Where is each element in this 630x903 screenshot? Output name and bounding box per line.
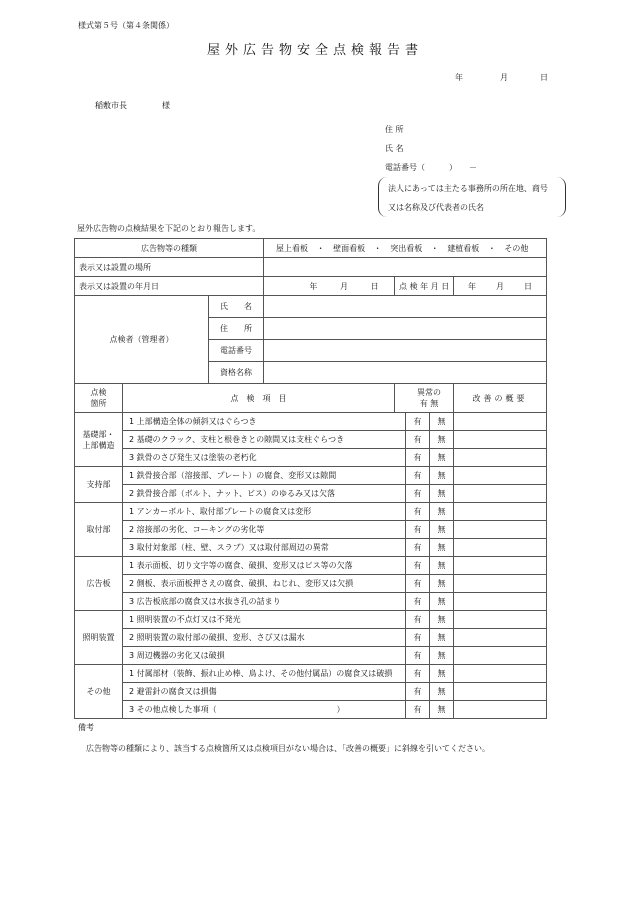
- overview-cell[interactable]: [454, 557, 547, 575]
- overview-cell[interactable]: [454, 665, 547, 683]
- inspection-row: [75, 521, 547, 539]
- section-name: [75, 503, 123, 557]
- overview-cell[interactable]: [454, 647, 547, 665]
- date-day-label: 日: [540, 73, 548, 82]
- section-name: [75, 413, 123, 467]
- type-separator: ・: [487, 243, 496, 253]
- overview-header: 改善の概要: [454, 384, 547, 413]
- installed-date-label: 表示又は設置の年月日: [75, 277, 264, 296]
- applicant-phone-label: 電話番号（ ） －: [385, 163, 477, 172]
- section-name-line1: その他: [86, 687, 111, 696]
- abnormal-header-line2: 有 無: [419, 399, 439, 408]
- type-option[interactable]: 建植看板: [447, 243, 480, 253]
- remarks-note: 広告物等の種類により、該当する点検箇所又は点検項目がない場合は、「改善の概要」に斜線を引いてください。: [86, 744, 490, 753]
- inspection-table: [74, 238, 547, 719]
- inspection-row: [75, 503, 547, 521]
- presence-no[interactable]: 無: [430, 575, 454, 593]
- day-unit: 日: [370, 281, 379, 291]
- type-option[interactable]: その他: [504, 243, 529, 253]
- inspection-item: 1 上部構造全体の傾斜又はぐらつき: [123, 413, 406, 431]
- inspector-address-value[interactable]: [264, 318, 547, 340]
- inspection-item: 1 アンカーボルト、取付部プレートの腐食又は変形: [123, 503, 406, 521]
- place-label: 表示又は設置の場所: [75, 258, 264, 277]
- inspection-item: 1 鉄骨接合部（溶接部、プレート）の腐食、変形又は隙間: [123, 467, 406, 485]
- section-name-line2: 上部構造: [82, 440, 115, 450]
- section-name: [75, 467, 123, 503]
- section-name: [75, 611, 123, 665]
- applicant-address-label: 住 所: [385, 125, 404, 134]
- day-unit: 日: [524, 281, 533, 291]
- overview-cell[interactable]: [454, 521, 547, 539]
- section-name-line1: 照明装置: [82, 633, 115, 642]
- presence-yes[interactable]: 有: [406, 683, 430, 701]
- inspection-row: [75, 557, 547, 575]
- inspection-item: 2 基礎のクラック、支柱と根巻きとの隙間又は支柱ぐらつき: [123, 431, 406, 449]
- place-value[interactable]: [264, 258, 547, 277]
- presence-no[interactable]: 無: [430, 701, 454, 719]
- inspect-date-value[interactable]: [454, 277, 547, 296]
- type-option[interactable]: 突出看板: [390, 243, 423, 253]
- inspection-row: [75, 449, 547, 467]
- inspection-item: 3 その他点検した事項（ ）: [123, 701, 406, 719]
- inspection-item: 2 照明装置の取付部の破損、変形、さび又は漏水: [123, 629, 406, 647]
- presence-no[interactable]: 無: [430, 485, 454, 503]
- type-separator: ・: [316, 243, 325, 253]
- presence-no[interactable]: 無: [430, 593, 454, 611]
- presence-no[interactable]: 無: [430, 683, 454, 701]
- inspector-label: 点検者（管理者）: [75, 296, 209, 384]
- month-unit: 月: [340, 281, 349, 291]
- type-option[interactable]: 屋上看板: [276, 243, 309, 253]
- inspection-item: 3 周辺機器の劣化又は破損: [123, 647, 406, 665]
- inspection-row: [75, 629, 547, 647]
- document-title: 屋外広告物安全点検報告書: [206, 43, 423, 58]
- place-header-line2: 箇所: [90, 399, 107, 408]
- presence-yes[interactable]: 有: [406, 701, 430, 719]
- inspection-row: [75, 539, 547, 557]
- presence-yes[interactable]: 有: [406, 665, 430, 683]
- presence-yes[interactable]: 有: [406, 557, 430, 575]
- corporate-note-bracket: [378, 177, 566, 217]
- overview-cell[interactable]: [454, 611, 547, 629]
- presence-yes[interactable]: 有: [406, 575, 430, 593]
- inspection-item: 1 付属部材（装飾、振れ止め棒、鳥よけ、その他付属品）の腐食又は破損: [123, 665, 406, 683]
- abnormal-header-line1: 異常の: [417, 388, 442, 397]
- inspector-phone-label: 電話番号: [209, 340, 264, 362]
- presence-no[interactable]: 無: [430, 449, 454, 467]
- presence-yes[interactable]: 有: [406, 629, 430, 647]
- inspection-row: [75, 701, 547, 719]
- presence-no[interactable]: 無: [430, 503, 454, 521]
- presence-yes[interactable]: 有: [406, 467, 430, 485]
- presence-no[interactable]: 無: [430, 557, 454, 575]
- inspection-item: 2 鉄骨接合部（ボルト、ナット、ビス）のゆるみ又は欠落: [123, 485, 406, 503]
- addressee-honorific: 様: [162, 101, 170, 110]
- presence-yes[interactable]: 有: [406, 611, 430, 629]
- inspection-row: [75, 485, 547, 503]
- date-year-label: 年: [455, 73, 463, 82]
- presence-yes[interactable]: 有: [406, 503, 430, 521]
- overview-cell[interactable]: [454, 593, 547, 611]
- addressee: 稲敷市長: [95, 101, 127, 110]
- year-unit: 年: [309, 281, 318, 291]
- inspect-date-label: 点 検 年 月 日: [395, 277, 454, 296]
- inspector-name-value[interactable]: [264, 296, 547, 318]
- installed-date-value[interactable]: [264, 277, 395, 296]
- section-name: [75, 557, 123, 611]
- inspection-row: [75, 611, 547, 629]
- inspection-row: [75, 431, 547, 449]
- overview-cell[interactable]: [454, 539, 547, 557]
- overview-cell[interactable]: [454, 629, 547, 647]
- inspection-item: 1 表示面板、切り文字等の腐食、破損、変形又はビス等の欠落: [123, 557, 406, 575]
- presence-no[interactable]: 無: [430, 521, 454, 539]
- presence-yes[interactable]: 有: [406, 539, 430, 557]
- overview-cell[interactable]: [454, 413, 547, 431]
- intro-text: 屋外広告物の点検結果を下記のとおり報告します。: [77, 224, 261, 233]
- inspector-name-label: 氏 名: [209, 296, 264, 318]
- inspection-row: [75, 467, 547, 485]
- overview-cell[interactable]: [454, 683, 547, 701]
- presence-no[interactable]: 無: [430, 611, 454, 629]
- corporate-note-line2: 又は名称及び代表者の氏名: [388, 203, 484, 212]
- inspection-row: [75, 647, 547, 665]
- inspection-item: 2 側板、表示面板押さえの腐食、破損、ねじれ、変形又は欠損: [123, 575, 406, 593]
- presence-no[interactable]: 無: [430, 629, 454, 647]
- place-header: [75, 384, 123, 413]
- presence-yes[interactable]: 有: [406, 593, 430, 611]
- section-name: [75, 665, 123, 719]
- inspection-row: [75, 413, 547, 431]
- applicant-name-label: 氏 名: [385, 144, 404, 153]
- inspector-phone-value[interactable]: [264, 340, 547, 362]
- date-month-label: 月: [500, 73, 508, 82]
- presence-yes[interactable]: 有: [406, 449, 430, 467]
- section-name-line1: 基礎部・: [82, 429, 115, 439]
- overview-cell[interactable]: [454, 467, 547, 485]
- inspection-item: 3 取付対象部（柱、壁、スラブ）又は取付部周辺の異常: [123, 539, 406, 557]
- form-number: 様式第５号（第４条関係）: [78, 21, 174, 30]
- inspection-item: 3 広告板底部の腐食又は水抜き孔の詰まり: [123, 593, 406, 611]
- overview-cell[interactable]: [454, 449, 547, 467]
- inspector-address-label: 住 所: [209, 318, 264, 340]
- inspection-row: [75, 593, 547, 611]
- section-name-line1: 広告板: [86, 579, 111, 588]
- type-options: [264, 239, 547, 258]
- presence-yes[interactable]: 有: [406, 431, 430, 449]
- presence-no[interactable]: 無: [430, 647, 454, 665]
- presence-no[interactable]: 無: [430, 539, 454, 557]
- type-option[interactable]: 壁面看板: [333, 243, 366, 253]
- type-separator: ・: [373, 243, 382, 253]
- overview-cell[interactable]: [454, 503, 547, 521]
- corporate-note-line1: 法人にあっては主たる事務所の所在地、商号: [388, 184, 548, 193]
- overview-cell[interactable]: [454, 431, 547, 449]
- abnormal-header: [395, 384, 454, 413]
- inspection-item: 1 照明装置の不点灯又は不発光: [123, 611, 406, 629]
- presence-no[interactable]: 無: [430, 665, 454, 683]
- overview-cell[interactable]: [454, 575, 547, 593]
- inspector-qualification-value[interactable]: [264, 362, 547, 384]
- month-unit: 月: [496, 281, 505, 291]
- presence-yes[interactable]: 有: [406, 647, 430, 665]
- inspector-qualification-label: 資格名称: [209, 362, 264, 384]
- inspection-row: [75, 665, 547, 683]
- inspection-item: 2 避雷針の腐食又は損傷: [123, 683, 406, 701]
- presence-no[interactable]: 無: [430, 413, 454, 431]
- remarks-label: 備考: [78, 723, 94, 732]
- place-header-line1: 点検: [90, 388, 107, 397]
- item-header: 点 検 項 目: [123, 384, 395, 413]
- overview-cell[interactable]: [454, 485, 547, 503]
- section-name-line1: 支持部: [86, 480, 111, 489]
- presence-no[interactable]: 無: [430, 431, 454, 449]
- type-label: 広告物等の種類: [75, 239, 264, 258]
- inspection-item: 2 溶接部の劣化、コーキングの劣化等: [123, 521, 406, 539]
- presence-yes[interactable]: 有: [406, 485, 430, 503]
- inspection-row: [75, 575, 547, 593]
- presence-yes[interactable]: 有: [406, 413, 430, 431]
- presence-yes[interactable]: 有: [406, 521, 430, 539]
- overview-cell[interactable]: [454, 701, 547, 719]
- inspection-item: 3 鉄骨のさび発生又は塗装の老朽化: [123, 449, 406, 467]
- inspection-row: [75, 683, 547, 701]
- type-separator: ・: [430, 243, 439, 253]
- presence-no[interactable]: 無: [430, 467, 454, 485]
- year-unit: 年: [468, 281, 477, 291]
- section-name-line1: 取付部: [86, 525, 111, 534]
